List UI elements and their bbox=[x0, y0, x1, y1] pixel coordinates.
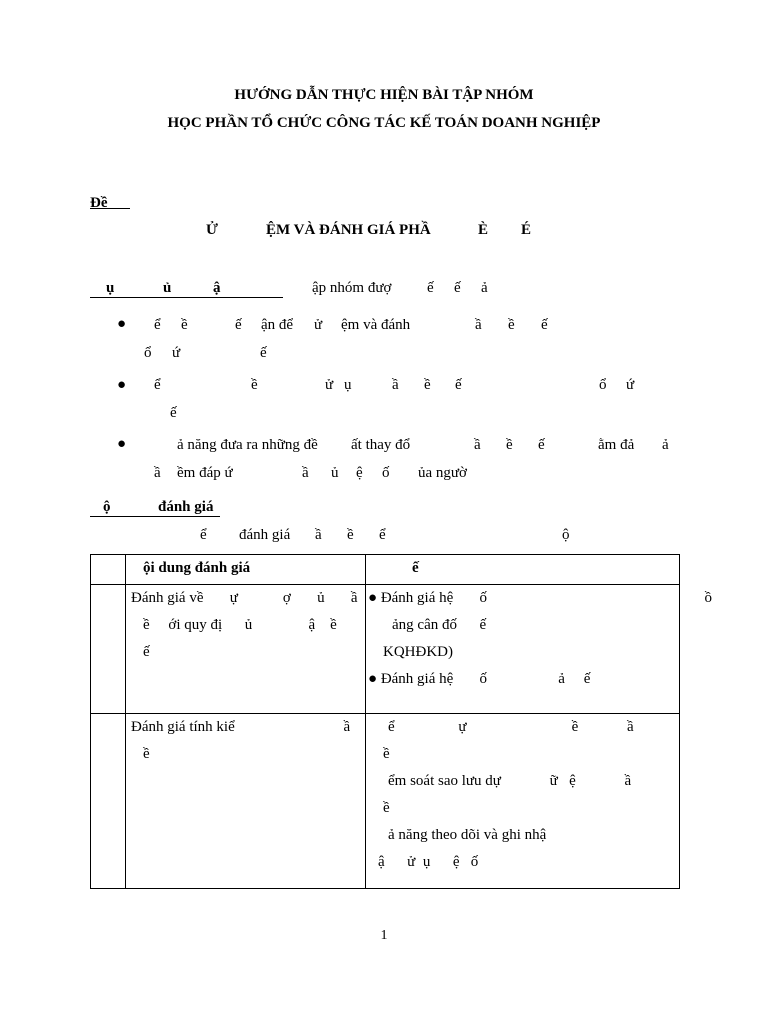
table-cell bbox=[126, 585, 366, 714]
row1-content-line: ế bbox=[143, 644, 150, 660]
table-row bbox=[91, 714, 680, 889]
bullet3-word: ầ bbox=[302, 465, 309, 481]
evaluation-heading-part-a: ộ bbox=[103, 499, 111, 515]
table-cell bbox=[91, 714, 126, 889]
objective-heading-underline bbox=[90, 296, 283, 298]
table-cell bbox=[366, 714, 680, 889]
bullet1-word: ế bbox=[260, 345, 267, 361]
bullet2-word: ụ bbox=[344, 377, 352, 393]
table-header-content: ội dung đánh giá bbox=[143, 560, 251, 576]
bullet3-word: ế bbox=[538, 437, 545, 453]
row2-criteria-line: ể ự ề ầ bbox=[388, 719, 634, 735]
bullet1-word: ề bbox=[181, 317, 188, 333]
bullet1-word: ế bbox=[541, 317, 548, 333]
evaluation-heading-part-b: đánh giá bbox=[158, 499, 214, 515]
bullet3-word: ủa ngườ bbox=[418, 465, 467, 481]
bullet2-word: ể bbox=[154, 377, 161, 393]
evaluation-intro-part-f: ộ bbox=[562, 527, 570, 543]
row1-criteria-line: KQHĐKD) bbox=[383, 644, 453, 660]
bullet-dot: ● bbox=[117, 436, 127, 452]
row1-criteria-line: ● Đánh giá hệ ố ả ế bbox=[368, 671, 591, 687]
objective-intro-part-a: ập nhóm đượ bbox=[312, 280, 392, 296]
evaluation-intro-part-c: ầ bbox=[315, 527, 322, 543]
page-number: 1 bbox=[380, 928, 388, 943]
topic-title-part-a: Ử bbox=[206, 222, 218, 238]
table-header-cell bbox=[126, 555, 366, 585]
bullet2-word: ử bbox=[325, 377, 334, 393]
evaluation-table bbox=[90, 554, 713, 889]
bullet1-word: ổ bbox=[144, 345, 152, 361]
bullet1-word: ế bbox=[235, 317, 242, 333]
bullet-dot: ● bbox=[368, 590, 378, 606]
topic-label: Đề bbox=[90, 195, 108, 211]
document-title-line1: HƯỚNG DẪN THỰC HIỆN BÀI TẬP NHÓM bbox=[234, 87, 534, 103]
bullet3-word: ả bbox=[662, 437, 669, 453]
bullet1-word: ử bbox=[314, 317, 323, 333]
evaluation-intro-part-e: ể bbox=[379, 527, 386, 543]
objective-heading-part-a: ụ bbox=[106, 280, 115, 296]
bullet3-word: ề bbox=[506, 437, 513, 453]
objective-intro-part-d: ả bbox=[481, 280, 488, 296]
evaluation-intro-part-a: ể bbox=[200, 527, 207, 543]
bullet1-word: ề bbox=[508, 317, 515, 333]
bullet2-word: ứ bbox=[626, 377, 635, 393]
bullet2-word: ầ bbox=[392, 377, 399, 393]
row2-criteria-line: ểm soát sao lưu dự ữ ệ ầ bbox=[388, 773, 632, 789]
table-cell bbox=[126, 714, 366, 889]
bullet3-word: ầ bbox=[154, 465, 161, 481]
bullet-dot: ● bbox=[117, 316, 127, 332]
row2-criteria-line: ậ ử ụ ệ ố bbox=[378, 854, 479, 870]
bullet1-word: ệm và đánh bbox=[341, 317, 411, 333]
table-cell bbox=[366, 585, 713, 714]
bullet1-word: ể bbox=[154, 317, 161, 333]
row2-content-line: ề bbox=[143, 746, 150, 762]
objective-intro-part-b: ế bbox=[427, 280, 434, 296]
bullet3-word: ằm đả bbox=[598, 437, 635, 453]
row2-criteria-line: ả năng theo dõi và ghi nhậ bbox=[388, 827, 547, 843]
document-title-line2: HỌC PHẦN TỔ CHỨC CÔNG TÁC KẾ TOÁN DOANH NGHIỆP bbox=[167, 115, 601, 131]
objective-heading-part-c: ậ bbox=[213, 280, 221, 296]
objective-intro-part-c: ế bbox=[454, 280, 461, 296]
bullet1-word: ứ bbox=[172, 345, 181, 361]
bullet2-word: ổ bbox=[599, 377, 607, 393]
row1-content-line: Đánh giá về ự ợ ủ ầ bbox=[131, 590, 358, 606]
bullet2-word: ề bbox=[424, 377, 431, 393]
bullet3-word: ủ bbox=[331, 465, 339, 481]
evaluation-intro-part-d: ề bbox=[347, 527, 354, 543]
row1-criteria-line: ảng cân đố ế bbox=[392, 617, 487, 633]
row2-content-line: Đánh giá tính kiể ầ bbox=[131, 719, 351, 735]
table-header-cell bbox=[366, 555, 680, 585]
table-cell bbox=[91, 585, 126, 714]
table-cell bbox=[91, 555, 126, 585]
bullet1-word: ầ bbox=[475, 317, 482, 333]
table-header-criteria: ế bbox=[412, 560, 419, 576]
bullet3-word: ố bbox=[382, 465, 390, 481]
topic-title-part-c: È bbox=[478, 222, 489, 238]
topic-title-part-b: ỆM VÀ ĐÁNH GIÁ PHẦ bbox=[266, 222, 431, 238]
bullet3-word: ả năng đưa ra những đề bbox=[177, 437, 318, 453]
table-header-row bbox=[91, 555, 680, 585]
row1-content-line: ề ới quy đị ủ ậ ề bbox=[143, 617, 337, 633]
bullet1-word: ận để bbox=[261, 317, 294, 333]
bullet2-word: ề bbox=[251, 377, 258, 393]
bullet3-word: ềm đáp ứ bbox=[177, 465, 233, 481]
bullet-dot: ● bbox=[117, 377, 127, 393]
table-row bbox=[91, 585, 680, 714]
bullet3-word: ầ bbox=[474, 437, 481, 453]
row2-criteria-line: ề bbox=[383, 746, 390, 762]
bullet2-word: ế bbox=[170, 405, 177, 421]
row1-criteria-line: ● Đánh giá hệ ố ồ bbox=[368, 590, 713, 606]
bullet3-word: ất thay đổ bbox=[351, 437, 411, 453]
topic-title-part-d: É bbox=[521, 222, 532, 238]
row2-criteria-line: ề bbox=[383, 800, 390, 816]
evaluation-intro-part-b: đánh giá bbox=[239, 527, 291, 543]
bullet2-word: ế bbox=[455, 377, 462, 393]
bullet3-word: ệ bbox=[356, 465, 363, 481]
objective-heading-part-b: ủ bbox=[163, 280, 172, 296]
bullet-dot: ● bbox=[368, 671, 378, 687]
